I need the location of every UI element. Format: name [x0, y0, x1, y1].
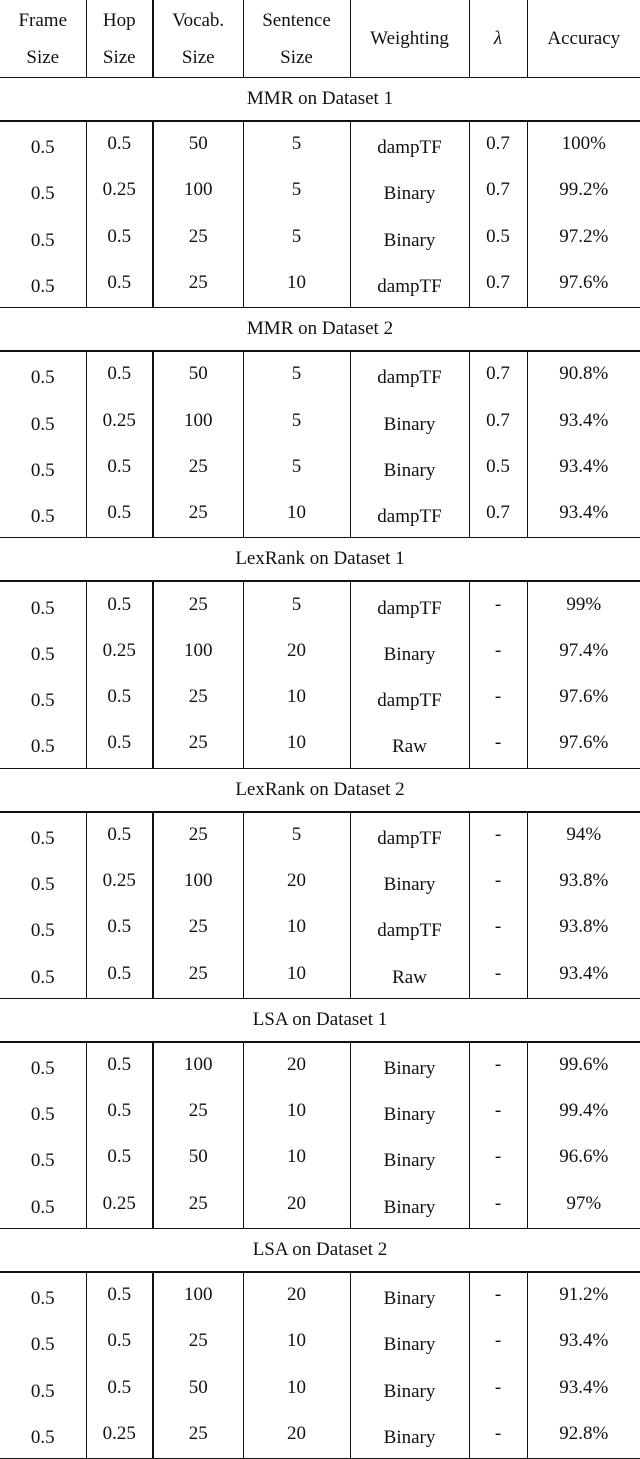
table-cell: 25	[153, 261, 243, 308]
table-cell: Raw	[350, 951, 469, 998]
table-cell: 25	[153, 215, 243, 261]
table-cell: 0.5	[0, 721, 86, 768]
table-cell: 0.5	[0, 1089, 86, 1135]
table-cell: 0.5	[0, 951, 86, 998]
table-cell: 0.5	[0, 121, 86, 168]
table-cell: dampTF	[350, 351, 469, 398]
table-cell: 25	[153, 445, 243, 491]
table-cell: -	[469, 629, 527, 675]
table-cell: 100	[153, 1042, 243, 1089]
table-row	[0, 812, 640, 859]
table-cell: 25	[153, 675, 243, 721]
table-cell: Raw	[350, 721, 469, 768]
table-cell: dampTF	[350, 675, 469, 721]
table-cell: Binary	[350, 1319, 469, 1365]
table-cell: -	[469, 675, 527, 721]
column-header: Weighting	[350, 0, 469, 78]
table-cell: 0.5	[0, 859, 86, 905]
table-cell: -	[469, 1412, 527, 1459]
table-cell: 10	[243, 1135, 350, 1181]
table-cell: 93.4%	[559, 1330, 609, 1352]
table-cell: 50	[153, 351, 243, 398]
table-row	[0, 675, 640, 721]
column-header: Accuracy	[527, 0, 640, 78]
table-cell: 25	[153, 951, 243, 998]
table-cell: Binary	[350, 168, 469, 214]
table-cell: 0.5	[469, 215, 527, 261]
table-cell: -	[469, 1135, 527, 1181]
table-cell: 0.7	[469, 491, 527, 538]
table-cell: 0.5	[86, 351, 153, 398]
table-cell: -	[469, 1366, 527, 1412]
table-cell: 0.5	[86, 675, 153, 721]
header-row	[0, 0, 640, 78]
table-cell: 20	[243, 1042, 350, 1089]
table-cell: 0.5	[86, 215, 153, 261]
table-cell: 0.5	[0, 1182, 86, 1229]
table-cell: 97.6%	[527, 721, 640, 768]
table-cell: 100	[153, 1272, 243, 1319]
table-cell: -	[469, 905, 527, 951]
table-cell: 50	[153, 1135, 243, 1181]
table-cell: 25	[153, 1089, 243, 1135]
section-header-row	[0, 538, 640, 582]
table-cell: 0.5	[0, 351, 86, 398]
table-cell: 5	[243, 168, 350, 214]
table-cell: 0.5	[0, 1412, 86, 1459]
section-title: LexRank on Dataset 2	[0, 768, 640, 812]
table-cell: Binary	[350, 859, 469, 905]
table-cell: 0.7	[469, 261, 527, 308]
table-cell: 0.25	[86, 1182, 153, 1229]
table-cell: 20	[243, 1412, 350, 1459]
table-row	[0, 491, 640, 538]
column-header: Vocab. Size	[153, 0, 243, 78]
table-cell: Binary	[350, 1412, 469, 1459]
table-cell: 97.2%	[559, 225, 609, 247]
table-cell: 0.5	[86, 1319, 153, 1365]
table-cell: 0.5	[0, 215, 86, 261]
table-cell: Binary	[350, 629, 469, 675]
table-cell: Binary	[350, 1042, 469, 1089]
table-cell: -	[469, 721, 527, 768]
table-cell: 50	[153, 121, 243, 168]
table-row	[0, 215, 640, 261]
table-cell: 0.5	[0, 1135, 86, 1181]
table-cell: 5	[243, 581, 350, 628]
table-cell: 0.5	[86, 445, 153, 491]
table-cell: 0.25	[86, 398, 153, 444]
table-cell: 96.6%	[559, 1146, 609, 1168]
table-cell: -	[469, 1042, 527, 1089]
table-cell: 5	[243, 812, 350, 859]
table-cell: 0.7	[469, 168, 527, 214]
table-cell: 0.5	[469, 445, 527, 491]
table-cell: 5	[243, 215, 350, 261]
table-cell: 25	[153, 905, 243, 951]
table-cell: 93.8%	[559, 916, 609, 938]
table-cell: 5	[243, 445, 350, 491]
table-cell: 99.2%	[559, 179, 609, 201]
column-header: Hop Size	[86, 0, 153, 78]
table-row	[0, 351, 640, 398]
table-cell: 0.5	[86, 1089, 153, 1135]
table-cell: 93.4%	[559, 455, 609, 477]
table-row	[0, 261, 640, 308]
table-cell: 5	[243, 121, 350, 168]
table-cell: 0.5	[0, 905, 86, 951]
table-row	[0, 445, 640, 491]
table-cell: 0.5	[86, 581, 153, 628]
table-cell: 25	[153, 491, 243, 538]
column-header: λ	[469, 0, 527, 78]
table-cell: 99%	[566, 593, 602, 615]
table-cell: 0.5	[0, 1042, 86, 1089]
table-row	[0, 1366, 640, 1412]
section-header-row	[0, 78, 640, 122]
table-cell: 0.5	[0, 398, 86, 444]
section-header-row	[0, 768, 640, 812]
table-row	[0, 629, 640, 675]
table-cell: 25	[153, 1182, 243, 1229]
table-row	[0, 1182, 640, 1229]
table-cell: 20	[243, 1182, 350, 1229]
table-row	[0, 1135, 640, 1181]
table-cell: -	[469, 1272, 527, 1319]
table-cell: 97.6%	[559, 686, 609, 708]
table-row	[0, 1272, 640, 1319]
table-cell: Binary	[350, 1272, 469, 1319]
table-cell: 0.5	[0, 491, 86, 538]
table-cell: 0.5	[86, 1042, 153, 1089]
table-row	[0, 581, 640, 628]
table-cell: Binary	[350, 398, 469, 444]
table-cell: 0.5	[86, 951, 153, 998]
table-cell: 93.4%	[559, 1376, 609, 1398]
table-cell: dampTF	[350, 491, 469, 538]
table-row	[0, 1042, 640, 1089]
table-cell: Binary	[350, 1366, 469, 1412]
table-cell: 0.25	[86, 1412, 153, 1459]
table-cell: Binary	[350, 215, 469, 261]
table-cell: 93.4%	[527, 951, 640, 998]
table-cell: 25	[153, 581, 243, 628]
table-cell: 0.25	[86, 629, 153, 675]
table-cell: 0.5	[86, 1135, 153, 1181]
table-cell: 10	[243, 905, 350, 951]
table-cell: Binary	[350, 1182, 469, 1229]
table-cell: 10	[243, 675, 350, 721]
table-cell: 97.6%	[527, 261, 640, 308]
section-header-row	[0, 998, 640, 1042]
table-cell: 10	[243, 1319, 350, 1365]
table-cell: 0.5	[86, 1272, 153, 1319]
table-cell: 25	[153, 1412, 243, 1459]
table-cell: 0.5	[86, 721, 153, 768]
table-cell: dampTF	[350, 581, 469, 628]
table-cell: 97%	[527, 1182, 640, 1229]
table-cell: 10	[243, 951, 350, 998]
table-cell: dampTF	[350, 261, 469, 308]
table-cell: dampTF	[350, 905, 469, 951]
table-cell: 0.25	[86, 859, 153, 905]
table-cell: 100	[153, 168, 243, 214]
table-cell: 25	[153, 812, 243, 859]
table-cell: -	[469, 951, 527, 998]
table-row	[0, 721, 640, 768]
table-cell: 25	[153, 1319, 243, 1365]
table-cell: 10	[243, 1089, 350, 1135]
table-cell: 0.5	[86, 812, 153, 859]
table-row	[0, 398, 640, 444]
table-cell: 0.5	[0, 1366, 86, 1412]
table-cell: 93.4%	[559, 409, 609, 431]
table-row	[0, 1412, 640, 1459]
table-cell: 0.25	[86, 168, 153, 214]
table-cell: 25	[153, 721, 243, 768]
table-row	[0, 905, 640, 951]
table-cell: 10	[243, 261, 350, 308]
table-cell: 0.5	[0, 261, 86, 308]
table-cell: 93.8%	[559, 870, 609, 891]
table-cell: -	[469, 859, 527, 905]
section-header-row	[0, 1228, 640, 1272]
section-header-row	[0, 308, 640, 352]
table-cell: 100	[153, 859, 243, 905]
column-header: Sentence Size	[243, 0, 350, 78]
table-cell: dampTF	[350, 121, 469, 168]
section-title: LSA on Dataset 1	[0, 998, 640, 1042]
table-cell: 5	[243, 398, 350, 444]
table-cell: 0.5	[86, 1366, 153, 1412]
table-cell: -	[469, 812, 527, 859]
table-cell: Binary	[350, 445, 469, 491]
table-row	[0, 168, 640, 214]
table-cell: 0.5	[0, 1272, 86, 1319]
table-cell: -	[469, 581, 527, 628]
table-row	[0, 1089, 640, 1135]
table-row	[0, 121, 640, 168]
table-cell: 0.7	[469, 121, 527, 168]
table-row	[0, 951, 640, 998]
table-cell: Binary	[350, 1135, 469, 1181]
table-cell: 10	[243, 721, 350, 768]
table-cell: 97.4%	[559, 639, 609, 661]
section-title: LexRank on Dataset 1	[0, 538, 640, 582]
table-cell: 100	[153, 398, 243, 444]
table-cell: 0.5	[0, 812, 86, 859]
table-row	[0, 859, 640, 905]
table-cell: 0.7	[469, 351, 527, 398]
table-cell: 99.4%	[559, 1100, 609, 1122]
table-cell: 100%	[561, 133, 606, 155]
table-cell: 0.5	[86, 491, 153, 538]
section-title: MMR on Dataset 1	[0, 78, 640, 122]
table-cell: 94%	[566, 823, 602, 845]
table-cell: 20	[243, 629, 350, 675]
table-cell: 10	[243, 491, 350, 538]
section-title: MMR on Dataset 2	[0, 308, 640, 352]
table-cell: 93.4%	[527, 491, 640, 538]
table-cell: 92.8%	[527, 1412, 640, 1459]
table-cell: 10	[243, 1366, 350, 1412]
table-cell: 91.2%	[559, 1284, 609, 1306]
table-row	[0, 1319, 640, 1365]
table-cell: 0.5	[86, 261, 153, 308]
table-cell: -	[469, 1319, 527, 1365]
table-cell: 0.5	[0, 1319, 86, 1365]
table-cell: 5	[243, 351, 350, 398]
table-cell: 100	[153, 629, 243, 675]
table-cell: 20	[243, 1272, 350, 1319]
section-title: LSA on Dataset 2	[0, 1228, 640, 1272]
table-cell: 0.5	[0, 675, 86, 721]
table-cell: 20	[243, 859, 350, 905]
table-cell: dampTF	[350, 812, 469, 859]
table-cell: 0.5	[0, 629, 86, 675]
table-cell: 99.6%	[559, 1053, 609, 1075]
table-cell: 0.5	[86, 121, 153, 168]
table-cell: 0.7	[469, 398, 527, 444]
table-cell: -	[469, 1182, 527, 1229]
table-cell: 50	[153, 1366, 243, 1412]
table-cell: 90.8%	[559, 363, 609, 385]
table-cell: 0.5	[86, 905, 153, 951]
table-cell: 0.5	[0, 581, 86, 628]
table-cell: Binary	[350, 1089, 469, 1135]
column-header: Frame Size	[0, 0, 86, 78]
table-cell: 0.5	[0, 445, 86, 491]
table-cell: -	[469, 1089, 527, 1135]
table-cell: 0.5	[0, 168, 86, 214]
